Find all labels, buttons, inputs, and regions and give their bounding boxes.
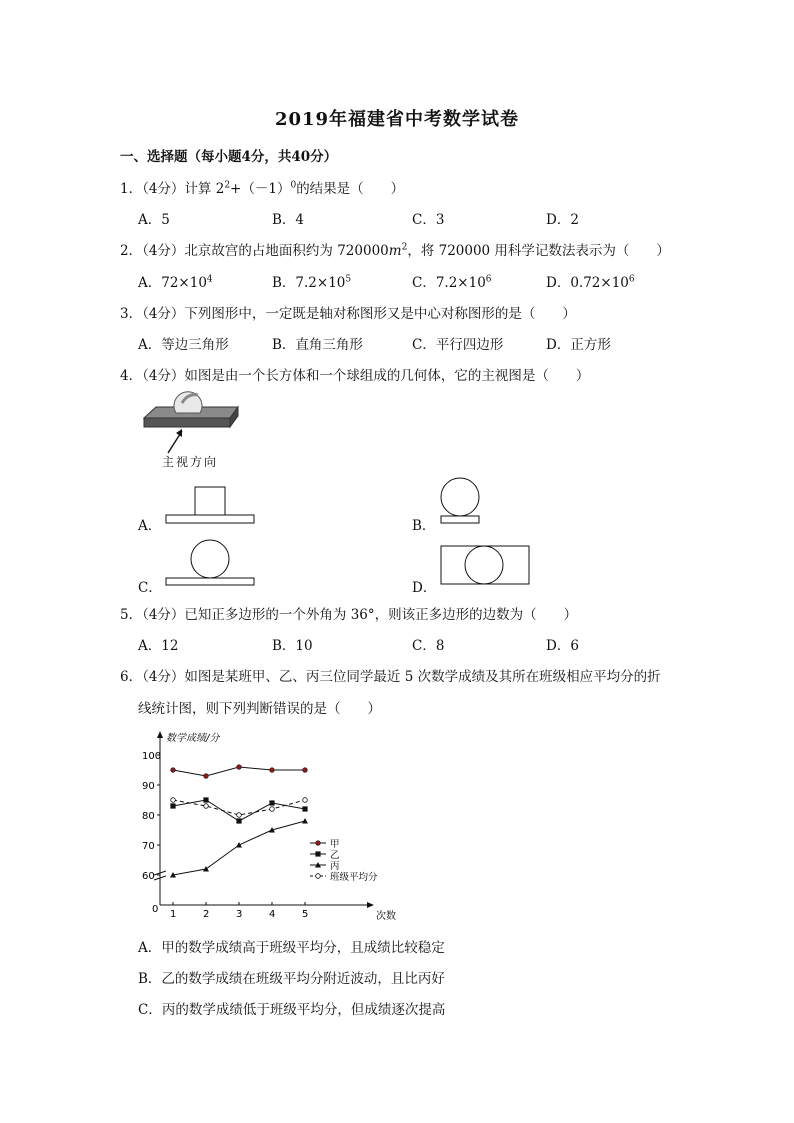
y-tick-label: 90 <box>142 781 155 792</box>
y-axis-arrow <box>157 731 163 738</box>
q4-option-d[interactable]: D． <box>412 580 437 596</box>
data-point-3-0 <box>171 798 176 803</box>
legend-marker-0 <box>316 841 321 846</box>
series-line-2 <box>173 821 305 875</box>
x-tick-label: 5 <box>302 909 309 920</box>
legend-label-1: 乙 <box>330 850 340 861</box>
q2-option-d[interactable]: D．$0.72\times 10^6$ <box>546 274 635 291</box>
question-5: 5．（4分）已知正多边形的一个外角为 36°，则该正多边形的边数为（ ） <box>120 607 578 623</box>
data-point-0-2 <box>237 765 242 770</box>
question-1: 1．（4分）计算 $2^2+(-1)^0$的结果是（ ） <box>120 180 405 197</box>
legend-marker-3 <box>316 874 321 879</box>
q3-option-b[interactable]: B．直角三角形 <box>272 337 363 353</box>
q5-option-a[interactable]: A．12 <box>138 638 179 654</box>
data-point-2-2 <box>236 842 242 848</box>
series-line-1 <box>173 800 305 821</box>
question-6-line1: 6．（4分）如图是某班甲、乙、丙三位同学最近 5 次数学成绩及其所在班级相应平均分的折 <box>120 669 661 685</box>
data-point-0-3 <box>270 768 275 773</box>
x-axis-label: 次数 <box>376 911 396 922</box>
q4-option-b[interactable]: B． <box>412 518 436 534</box>
y-tick-label: 100 <box>142 751 162 762</box>
x-tick-label: 2 <box>203 909 210 920</box>
q4-option-c[interactable]: C． <box>138 580 162 596</box>
data-point-1-1 <box>203 797 208 802</box>
section-heading: 一、选择题（每小题4分，共40分） <box>120 149 338 165</box>
q4-option-a[interactable]: A． <box>138 518 162 534</box>
q6-option-a[interactable]: A．甲的数学成绩高于班级平均分，且成绩比较稳定 <box>138 940 445 956</box>
x-tick-label: 1 <box>170 909 177 920</box>
q2-option-a[interactable]: A．$72\times 10^4$ <box>138 274 213 291</box>
question-6-line2: 线统计图，则下列判断错误的是（ ） <box>138 701 381 717</box>
y-tick-label: 70 <box>142 841 155 852</box>
legend-label-0: 甲 <box>330 839 340 850</box>
q1-option-b[interactable]: B．4 <box>272 212 305 228</box>
q6-option-c[interactable]: C．丙的数学成绩低于班级平均分，但成绩逐次提高 <box>138 1002 446 1018</box>
data-point-2-1 <box>203 866 209 872</box>
legend-label-3: 班级平均分 <box>330 872 378 883</box>
legend-marker-1 <box>315 851 320 856</box>
data-point-2-4 <box>302 818 308 824</box>
data-point-3-1 <box>204 804 209 809</box>
question-4: 4．（4分）如图是由一个长方体和一个球组成的几何体，它的主视图是（ ） <box>120 368 590 384</box>
q2-option-c[interactable]: C．$7.2\times 10^6$ <box>412 274 492 291</box>
data-point-3-3 <box>270 807 275 812</box>
q2-option-b[interactable]: B．$7.2\times 10^5$ <box>272 274 352 291</box>
y-axis-label: 数学成绩/分 <box>166 733 220 744</box>
option-c-drawing <box>164 538 256 588</box>
q1-option-c[interactable]: C．3 <box>412 212 445 228</box>
q6-option-b[interactable]: B．乙的数学成绩在班级平均分附近波动，且比丙好 <box>138 971 445 987</box>
legend-label-2: 丙 <box>330 861 340 872</box>
y-tick-label: 80 <box>142 811 155 822</box>
y-tick-label: 60 <box>142 871 155 882</box>
data-point-0-4 <box>303 768 308 773</box>
data-point-1-0 <box>170 803 175 808</box>
q5-option-d[interactable]: D．6 <box>546 638 579 654</box>
q1-option-d[interactable]: D．2 <box>546 212 579 228</box>
data-point-1-3 <box>269 800 274 805</box>
option-b-drawing <box>436 477 486 527</box>
q5-option-c[interactable]: C．8 <box>412 638 445 654</box>
q1-option-a[interactable]: A．5 <box>138 212 170 228</box>
x-tick-label: 4 <box>269 909 276 920</box>
line-chart <box>140 725 420 925</box>
question-3: 3．（4分）下列图形中，一定既是轴对称图形又是中心对称图形的是（ ） <box>120 306 576 322</box>
option-d-drawing <box>440 544 532 588</box>
question-2: 2．（4分）北京故宫的占地面积约为 $720000m^2$，将 720000 用科学记数法表示为（ ） <box>120 242 670 259</box>
data-point-3-4 <box>303 798 308 803</box>
data-point-0-0 <box>171 768 176 773</box>
q5-option-b[interactable]: B．10 <box>272 638 313 654</box>
origin-label: 0 <box>152 904 159 915</box>
data-point-0-1 <box>204 774 209 779</box>
data-point-1-4 <box>302 806 307 811</box>
view-direction-label: 主视方向 <box>162 455 219 469</box>
q3-option-d[interactable]: D．正方形 <box>546 337 611 353</box>
q3-option-c[interactable]: C．平行四边形 <box>412 337 504 353</box>
q3-option-a[interactable]: A．等边三角形 <box>138 337 229 353</box>
data-point-3-2 <box>237 813 242 818</box>
x-tick-label: 3 <box>236 909 243 920</box>
option-a-drawing <box>164 485 256 525</box>
data-point-1-2 <box>236 818 241 823</box>
page-title: 2019年福建省中考数学试卷 <box>274 109 520 130</box>
x-axis-arrow <box>367 902 374 908</box>
